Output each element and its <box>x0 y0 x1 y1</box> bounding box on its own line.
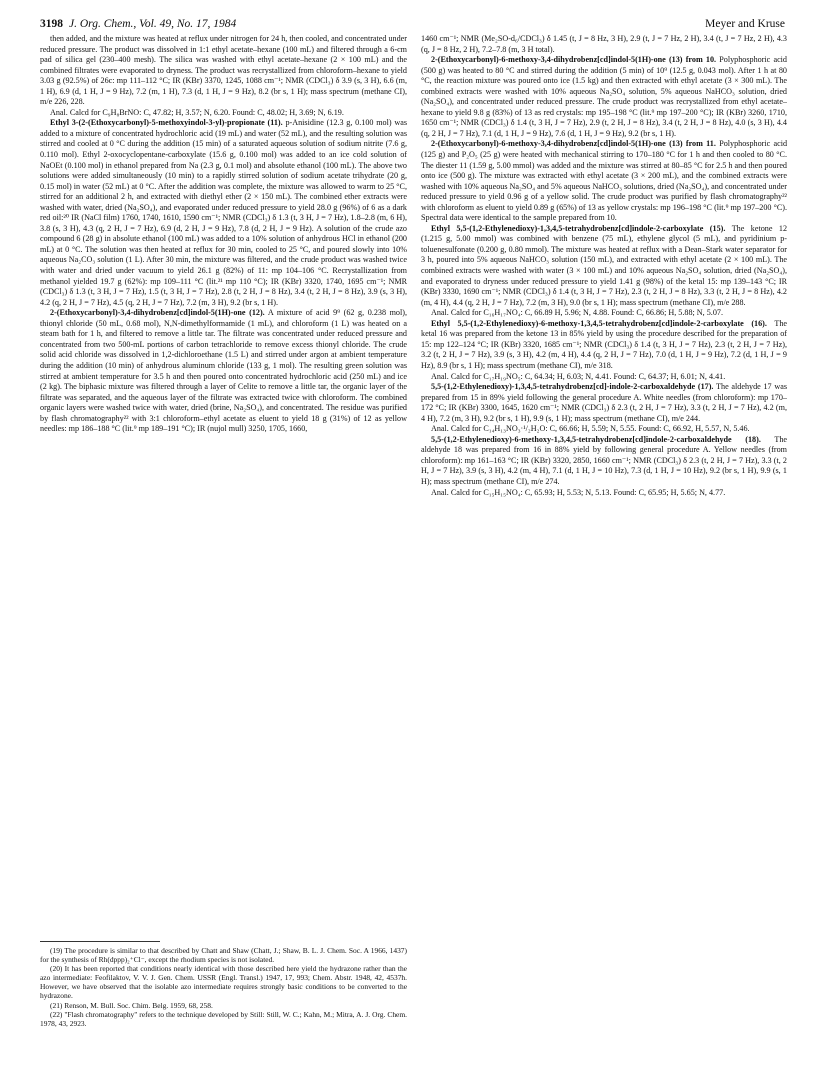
paragraph-text: Anal. Calcd for C₁₇H₁₉NO₅: C, 64.34; H, 6.03; N, 4.41. Found: C, 64.37; H, 6.01; N, 4.41. <box>431 371 726 381</box>
paragraph <box>421 308 787 319</box>
paragraph <box>421 435 787 488</box>
compound-heading: Ethyl 3-(2-(Ethoxycarbonyl)-5-methoxyindol-3-yl)-propionate (11). <box>50 118 283 128</box>
compound-heading: Ethyl 5,5-(1,2-Ethylenedioxy)-1,3,4,5-tetrahydrobenz[cd]indole-2-carboxylate (15). <box>431 223 726 233</box>
journal-citation: J. Org. Chem., Vol. 49, No. 17, 1984 <box>69 18 237 30</box>
compound-heading: 5,5-(1,2-Ethylenedioxy)-1,3,4,5-tetrahydrobenz[cd]-indole-2-carboxaldehyde (17). <box>431 382 714 392</box>
header-left <box>40 16 236 32</box>
paragraph <box>421 55 787 139</box>
paragraph <box>421 224 787 308</box>
paragraph <box>40 108 407 119</box>
left-column <box>40 34 407 435</box>
right-column <box>421 34 787 498</box>
paragraph <box>421 372 787 383</box>
page-header <box>40 16 785 32</box>
paragraph-text: The ketal 16 was prepared from the ketone 13 in 85% yield by using the procedure described for the preparation of 15: mp 122–124 °C; IR (KBr) 3320, 1685 cm⁻¹; NMR (CDCl₃) δ 1.4 (t, 3 H, J = 7 Hz), 2.3 (t, 2 H, J = 7 Hz), 3.2 (t, 2 H, J = 7 Hz), 3.9 (s, 3 H), 4.2 (m, 4 H), 4.4 (q, 2 H, J = 7 Hz), 7.0 (d, 1 H, J = 9 Hz), 7.2 (d, 1 H, J = 9 Hz), 8.9 (br s, 1 H); mass spectrum (methane CI), m/e 318. <box>421 318 787 370</box>
paragraph-text: The aldehyde 17 was prepared from 15 in 89% yield following the general procedure A. White needles (from chloroform): mp 170–172 °C; IR (KBr) 3300, 1645, 1620 cm⁻¹; NMR (CDCl₃) δ 2.3 (t, 2 H, J = 7 Hz), 3.3 (t, 2 H, J = 7 Hz), 4.2 (m, 4 H), 7.2 (m, 3 H), 9.2 (br s, 1 H), 9.9 (s, 1 H); mass spectrum (methane CI), m/e 244. <box>421 382 787 423</box>
paragraph <box>421 424 787 435</box>
paragraph-text: Polyphosphoric acid (125 g) and P₂O₅ (25 g) were heated with mechanical stirring to 170–180 °C for 1 h and then cooled to 80 °C. The diester 11 (1.59 g, 5.00 mmol) was added and the mixture was stirred at 80–85 °C for 2.5 h and then poured onto ice (500 g). The mixture was extracted with ethyl acetate (3 × 200 mL), and the combined extracts were washed with 10% aqueous Na₂SO₄ and 5% aqueous NaHCO₃ solutions, dried (Na₂SO₄), and concentrated under reduced pressure to yield 0.96 g of a yellow solid. The crude product was purified by flash chromatography²² with chloroform as eluent to yield 0.89 g (65%) of 13 as yellow crystals: mp 196–198 °C (lit.⁹ mp 197–200 °C). Spectral data were identical to the sample prepared from 10. <box>421 139 788 223</box>
compound-heading: Ethyl 5,5-(1,2-Ethylenedioxy)-6-methoxy-1,3,4,5-tetrahydrobenz[cd]indole-2-carboxylate (16). <box>431 318 767 328</box>
compound-heading: 2-(Ethoxycarbonyl)-3,4-dihydrobenz[cd]indol-5(1H)-one (12). <box>50 308 265 318</box>
paragraph-text: The ketone 12 (1.215 g, 5.00 mmol) was combined with benzene (75 mL), ethylene glycol (5 mL), and pyridinium p-toluenesulfonate (0.200 g, 0.80 mmol). The mixture was heated at reflux with a Dean–Stark water separator for 3 h, poured into 5% aqueous NaHCO₃ solution (150 mL), and extracted with ethyl acetate (2 × 100 mL). The combined extracts were washed with water (3 × 100 mL) and 10% aqueous Na₂SO₄ solution, dried (Na₂SO₄), and evaporated to dryness under reduced pressure to yield 1.41 g (98%) of the ketal 15: mp 139–143 °C; IR (KBr) 3330, 1690 cm⁻¹; NMR (CDCl₃) δ 1.4 (t, 3 H, J = 7 Hz), 2.3 (t, 2 H, J = 8 Hz), 3.3 (t, 2 H, J = 8 Hz), 4.2 (m, 4 H), 4.4 (q, 2 H, J = 7 Hz), 7.2 (m, 3 H), 9.0 (br s, 1 H); mass spectrum (methane CI), m/e 288. <box>421 223 788 307</box>
compound-heading: 5,5-(1,2-Ethylenedioxy)-6-methoxy-1,3,4,5-tetrahydrobenz[cd]indole-2-carboxaldehyde (18). <box>431 434 761 444</box>
footnote: (20) It has been reported that conditions nearly identical with those described here yield the hydrazone rather than the azo intermediate: Feofilaktov, V. V. J. Gen. Chem. USSR (Engl. Transl.) 1947, 17, 993; Chem. Abstr. 1948, 42, 4537h. However, we have observed that the isolable azo intermediate requires strongly basic conditions to be converted to the hydrazone. <box>40 964 407 1001</box>
paragraph-text: A mixture of acid 9⁹ (62 g, 0.238 mol), thionyl chloride (50 mL, 0.68 mol), N,N-dimethylformamide (1 mL), and chloroform (1 L) was heated on a steam bath for 1 h, and filtered to remove a little tar. The filtrate was concentrated under reduced pressure and concentrated from two 500-mL portions of carbon tetrachloride to remove excess thionyl chloride. The crude solid acid chloride was dissolved in 1,2-dichloroethane (1.5 L) and stirred under argon at ambient temperature during the addition (10 min) of anhydrous aluminum chloride (133 g, 1 mol). The resulting green solution was stirred at ambient temperature for 3.5 h and then poured onto concentrated hydrochloric acid (250 mL) and ice (2 kg). The biphasic mixture was filtered through a layer of Celite to remove a little tar, the organic layer of the filtrate was separated, and the aqueous layer of the filtrate was extracted twice with chloroform. The combined organic layers were washed twice with water, dried (brine, Na₂SO₄), and concentrated. The residue was purified by flash chromatography²² with 3:1 chloroform–ethyl acetate as eluent to yield 18 g (31%) of 12 as yellow needles: mp 186–188 °C (lit.⁹ mp 189–191 °C); IR (nujol mull) 3250, 1705, 1660, <box>40 308 407 434</box>
paragraph <box>40 118 407 308</box>
paragraph <box>40 308 407 435</box>
paragraph-text: Anal. Calcd for C₉H₈BrNO: C, 47.82; H, 3.57; N, 6.20. Found: C, 48.02; H, 3.69; N, 6.19. <box>50 107 344 117</box>
paragraph-text: Anal. Calcd for C₁₄H₁₃NO₃·¹/₂H₂O: C, 66.66; H, 5.59; N, 5.55. Found: C, 66.92, H, 5.57, N, 5.46. <box>431 424 750 434</box>
paragraph-text: Anal. Calcd for C₁₆H₁₇NO₄: C, 66.89 H, 5.96; N, 4.88. Found: C, 66.86; H, 5.88; N, 5.07. <box>431 308 723 318</box>
footnote: (21) Renson, M. Bull. Soc. Chim. Belg. 1959, 68, 258. <box>50 1000 213 1010</box>
paragraph <box>421 382 787 424</box>
compound-heading: 2-(Ethoxycarbonyl)-6-methoxy-3,4-dihydrobenz[cd]indol-5(1H)-one (13) from 10. <box>431 55 717 65</box>
paragraph <box>421 488 787 499</box>
footnote: (22) "Flash chromatography" refers to the technique developed by Still: Still, W. C.; Kahn, M.; Mitra, A. J. Org. Chem. 1978, 43, 2923. <box>40 1009 407 1028</box>
compound-heading: 2-(Ethoxycarbonyl)-6-methoxy-3,4-dihydrobenz[cd]indol-5(1H)-one (13) from 11. <box>431 139 716 149</box>
paragraph <box>40 34 407 108</box>
paragraph <box>421 319 787 372</box>
paragraph <box>421 139 787 223</box>
paragraph-text: Polyphosphoric acid (500 g) was heated to 80 °C and stirred during the addition (5 min) of 10⁹ (12.5 g, 0.043 mol). After 1 h at 80 °C, the reaction mixture was poured onto ice (1.5 kg) and then extracted with ethyl acetate (3 × 300 mL). The combined extracts were washed with 10% aqueous Na₂SO₄ solution, 5% aqueous NaHCO₃ solution, dried (Na₂SO₄), and concentrated under reduced pressure. The crude product was recrystallized from ethyl acetate–hexane to yield 9.8 g (83%) of 13 as red crystals: mp 195–198 °C (lit.⁹ mp 197–200 °C); IR (KBr) 3260, 1710, 1650 cm⁻¹; NMR (CDCl₃) δ 1.4 (t, 3 H, J = 7 Hz), 2.9 (t, 2 H, J = 8 Hz), 3.4 (t, 2 H, J = 8 Hz), 4.0 (s, 3 H), 4.4 (q, 2 H, J = 7 Hz), 7.1 (d, 1 H, J = 9 Hz), 7.6 (d, 1 H, J = 9 Hz), 9.2 (br s, 1 H). <box>421 55 787 138</box>
footnote: (19) The procedure is similar to that described by Chatt and Shaw (Chatt, J.; Shaw, B. L. J. Chem. Soc. A 1966, 1437) for the synthesis of Rh(dppp)₂⁺Cl⁻, except the rhodium species is not isolated. <box>40 946 407 965</box>
page-number: 3198 <box>40 18 63 30</box>
paragraph-text: The aldehyde 18 was prepared from 16 in 88% yield by following general procedure A. Yellow needles (from chloroform): mp 161–163 °C; IR (KBr) 3320, 2850, 1660 cm⁻¹; NMR (CDCl₃) δ 2.3 (t, 2 H, J = 7 Hz), 3.3 (t, 2 H, J = 7 Hz), 3.9 (s, 3 H), 4.2 (m, 4 H), 7.1 (d, 1 H, J = 10 Hz), 7.3 (d, 1 H, J = 10 Hz), 9.2 (br s, 1 H), 9.9 (s, 1 H); mass spectrum (methane CI), m/e 274. <box>421 434 787 486</box>
paragraph-text: Anal. Calcd for C₁₅H₁₅NO₄: C, 65.93; H, 5.53; N, 5.13. Found: C, 65.95; H, 5.65; N, 4.77. <box>431 487 726 497</box>
paragraph <box>421 34 787 55</box>
footnote-divider <box>40 941 160 942</box>
paragraph-text: p-Anisidine (12.3 g, 0.100 mol) was added to a mixture of concentrated hydrochloric acid (19 mL) and water (52 mL), and the resulting solution was stirred and cooled at 0 °C during the addition (15 min) of a saturated aqueous solution of sodium nitrite (7.6 g, 0.110 mol). Ethyl 2-oxocyclopentane-carboxylate (15.6 g, 0.100 mol) was added to an ice cold solution of NaOEt (0.100 mol) in ethanol prepared from Na (2.3 g, 0.1 mol) and absolute ethanol (100 mL). The above two solutions were added simultaneously (10 min) to a rapidly stirred solution of sodium acetate trihydrate (20 g, 0.15 mol) in water (52 mL) at 0 °C. After the addition was complete, the mixture was allowed to warm to 25 °C, stirred for an additional 2 h, and extracted with diethyl ether (2 × 150 mL). The combined ether extracts were washed with water, dried (Na₂SO₄), and evaporated under reduced pressure to yield 28.0 g (96%) of 6 as a dark red oil:²⁰ IR (NaCl film) 1760, 1740, 1610, 1590 cm⁻¹; NMR (CDCl₃) δ 1.3 (t, 3 H, J = 7 Hz), 1.8–2.8 (m, 6 H), 3.8 (s, 3 H), 4.3 (q, 2 H, J = 7 Hz), 6.9 (d, 2 H, J = 9 Hz), 7.8 (d, 2 H, J = 9 Hz). A solution of the crude azo compound 6 (28 g) in absolute ethanol (100 mL) was added to a 10% solution of anhydrous HCl in ethanol (200 mL) at 0 °C. The solution was then heated at reflux for 30 min, cooled to 25 °C, and poured slowly into 10% aqueous Na₂CO₃ solution (1 L). After 30 min, the mixture was filtered, and the crude product was washed twice with water and dried under vacuum to yield 26.1 g (82%) of 11: mp 104–106 °C. Recrystallization from methanol yielded 19.7 g (62%): mp 109–111 °C (lit.²¹ mp 110 °C); IR (KBr) 3320, 1740, 1695 cm⁻¹; NMR (CDCl₃) δ 1.3 (t, 3 H, J = 7 Hz), 1.5 (t, 3 H, J = 7 Hz), 2.8 (t, 2 H, J = 8 Hz), 3.4 (t, 2 H, J = 8 Hz), 3.9 (s, 3 H), 4.2 (q, 2 H, J = 7 Hz), 4.5 (q, 2 H, J = 7 Hz), 7.2 (m, 3 H), 9.2 (br s, 1 H). <box>40 118 407 307</box>
header-authors: Meyer and Kruse <box>705 18 785 30</box>
footnotes <box>40 946 407 1028</box>
paragraph-text: then added, and the mixture was heated at reflux under nitrogen for 24 h, then cooled, and concentrated under reduced pressure. The product was dissolved in 1:1 ethyl acetate–hexane (100 mL) and filtered through a 6-cm pad of silica gel (230–400 mesh). The silica was washed with ethyl acetate–hexane (2 × 100 mL) and the combined filtrates were evaporated to dryness. The product was recrystallized from chloroform–hexane to yield 3.03 g (92.5%) of 26c: mp 111–112 °C; IR (KBr) 3370, 1245, 1088 cm⁻¹; NMR (CDCl₃) δ 3.9 (s, 3 H), 6.6 (m, 1 H), 6.9 (d, 1 H, J = 9 Hz), 7.2 (m, 1 H), 7.3 (d, 1 H, J = 9 Hz), 8.2 (br s, 1 H); mass spectrum (methane CI), m/e 226, 228. <box>40 34 407 107</box>
paragraph-text: 1460 cm⁻¹; NMR (Me₂SO-d₆/CDCl₃) δ 1.45 (t, J = 8 Hz, 3 H), 2.9 (t, J = 7 Hz, 2 H), 3.4 (t, J = 7 Hz, 2 H), 4.3 (q, J = 8 Hz, 2 H), 7.2–7.8 (m, 3 H total). <box>421 34 787 54</box>
